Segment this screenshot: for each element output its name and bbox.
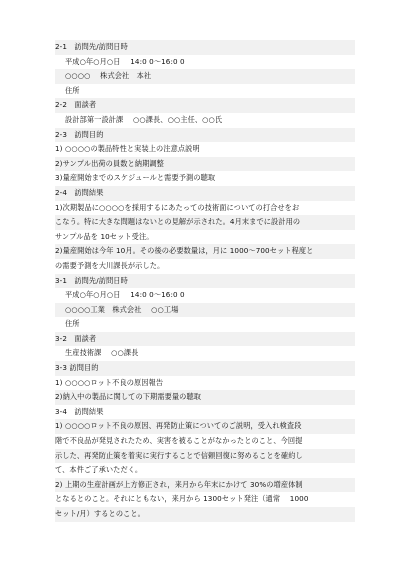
purpose-item: 1) ○○○○の製品特性と実装上の注意点説明 xyxy=(55,144,200,154)
interviewees: 設計部第一設計課 ○○課長、○○主任、○○氏 xyxy=(65,114,223,124)
visit-address: 住所 xyxy=(65,85,80,95)
result-text: セット/月）するとのこと。 xyxy=(55,507,355,522)
purpose-item: 2)サンプル出荷の員数と納期調整 xyxy=(55,157,355,172)
result-text: の需要予測を大川課長が示した。 xyxy=(55,260,165,270)
result-text: て、本件ご了承いただく。 xyxy=(55,465,143,475)
result-text: 1)次期製品に○○○○を採用するにあたっての技術面についての打合せをお xyxy=(55,202,300,212)
heading-2-3: 2-3 訪問目的 xyxy=(55,128,355,143)
visit-company: ○○○○ 株式会社 本社 xyxy=(55,69,355,84)
heading-3-3: 3-3 訪問目的 xyxy=(55,361,355,376)
heading-3-2: 3-2 面談者 xyxy=(55,332,355,347)
visit-company: ○○○○工業 株式会社 ○○工場 xyxy=(55,303,355,318)
result-text: サンプル品を 10セット受注。 xyxy=(55,231,154,241)
visit-datetime: 平成○年○月○日 14:0 0～16:0 0 xyxy=(65,56,185,66)
heading-3-1: 3-1 訪問先/訪問日時 xyxy=(55,274,355,289)
purpose-item: 2)納入中の製品に関しての下期需要量の聴取 xyxy=(55,390,355,405)
document-body xyxy=(55,40,355,522)
visit-address: 住所 xyxy=(65,319,80,329)
result-text: 2) 上期の生産計画が上方修正され，来月から年末にかけて 30%の増産体制 xyxy=(55,478,355,493)
result-text: 1) ○○○○ロット不良の原因、再発防止策についてのご説明，受入れ検査段 xyxy=(55,419,355,434)
result-text: 2)量産開始は今年 10月。その後の必要数量は，月に 1000～700セット程度と xyxy=(55,244,355,259)
result-text: 階で不良品が発見されたため、実害を被ることがなかったとのこと、今回提 xyxy=(55,436,303,446)
heading-2-1: 2-1 訪問先/訪問日時 xyxy=(55,40,355,55)
result-text: こなう。特に大きな問題はないとの見解が示された。4月末までに設計用の xyxy=(55,215,355,230)
interviewees: 生産技術課 ○○課長 xyxy=(65,348,139,358)
heading-2-4: 2-4 訪問結果 xyxy=(55,186,355,201)
visit-datetime: 平成○年○月○日 14:0 0～16:0 0 xyxy=(65,290,185,300)
purpose-item: 3)量産開始までのスケジュールと需要予測の聴取 xyxy=(55,173,216,183)
result-text: 示した、再発防止策を着実に実行することで信頼回復に努めることを確約し xyxy=(55,449,355,464)
heading-2-2: 2-2 面談者 xyxy=(55,98,355,113)
heading-3-4: 3-4 訪問結果 xyxy=(55,406,104,416)
purpose-item: 1) ○○○○ロット不良の原因報告 xyxy=(55,377,164,387)
result-text: となるとのこと。それにともない，来月から 1300セット発注（通常 1000 xyxy=(55,494,309,504)
